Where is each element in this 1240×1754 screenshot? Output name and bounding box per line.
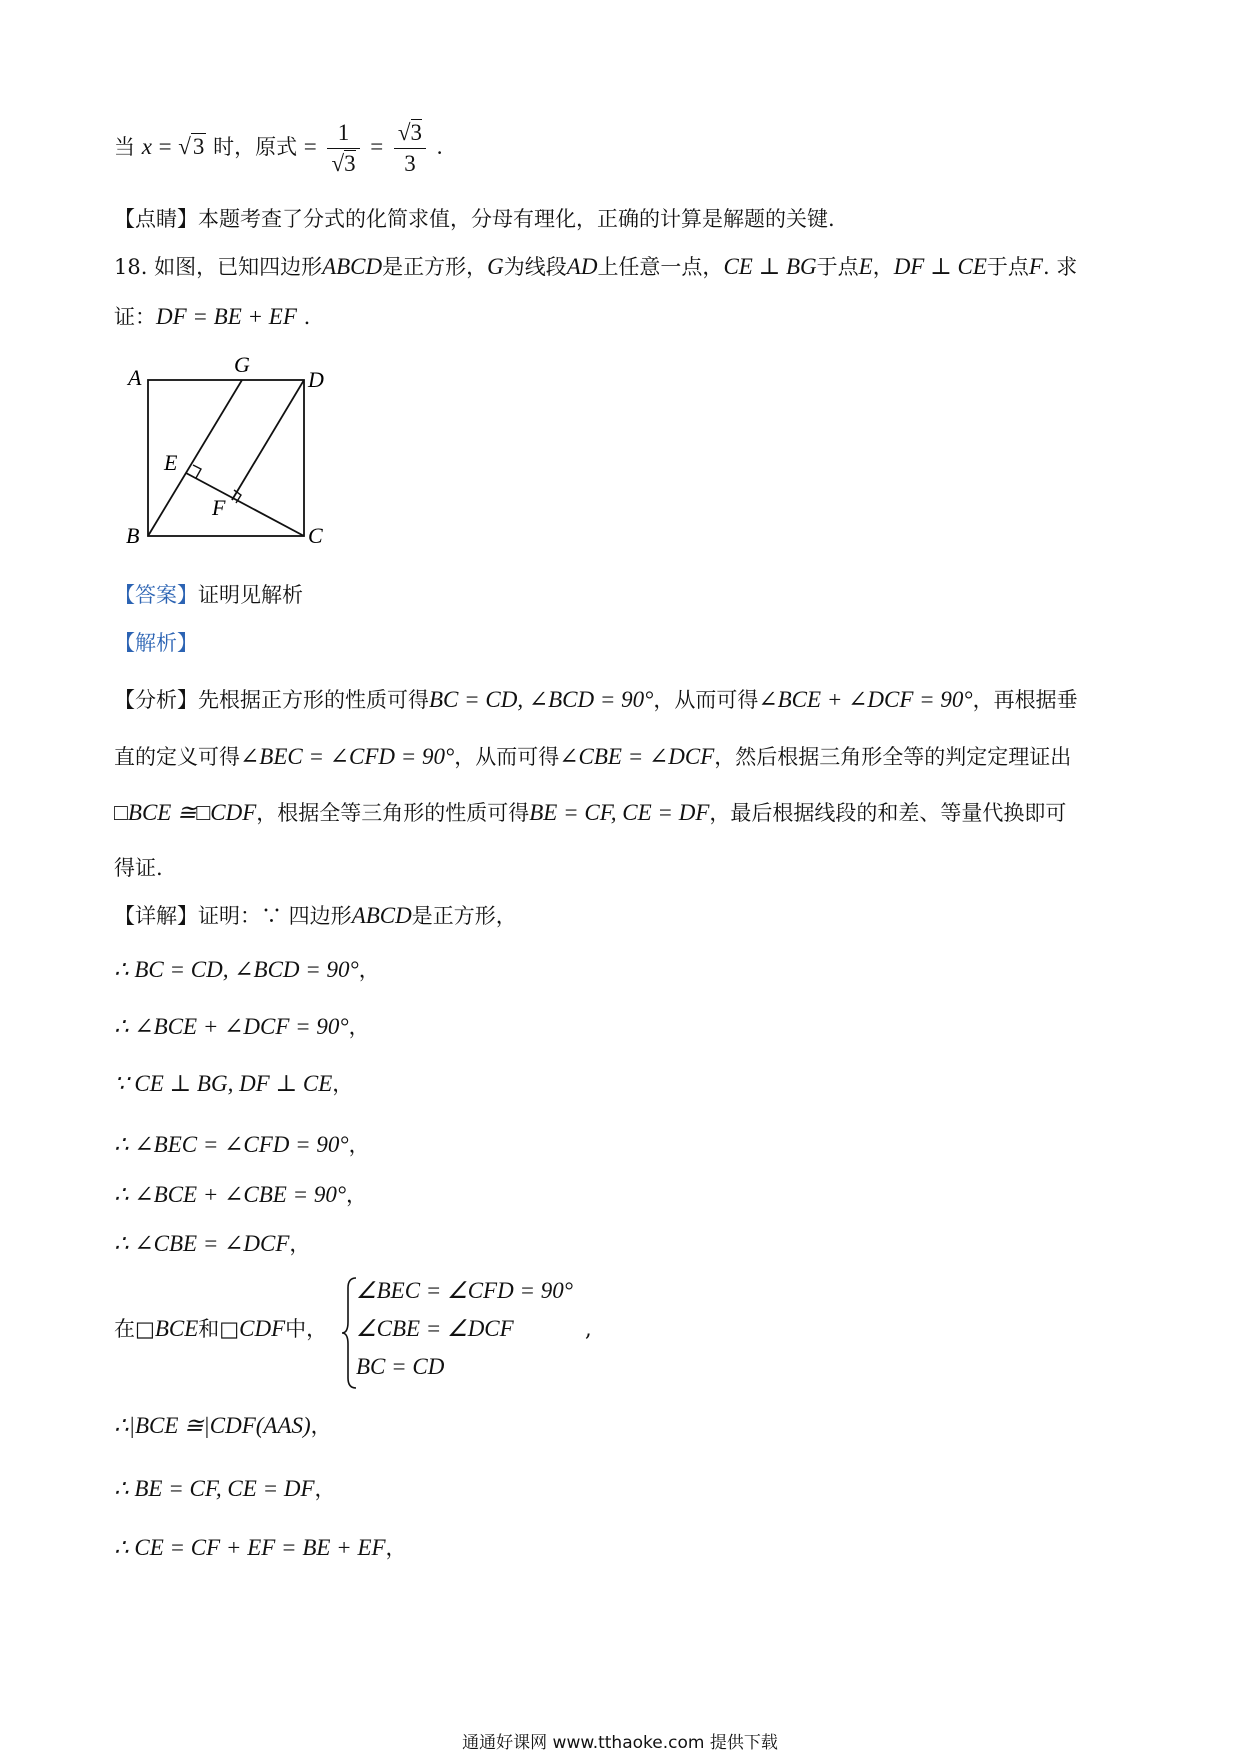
proof-line-2: ∴ BC = CD, ∠BCD = 90°， <box>114 957 380 982</box>
proof-line-10: ∴ BE = CF, CE = DF， <box>114 1476 336 1501</box>
proof-line-5: ∴ ∠BEC = ∠CFD = 90°， <box>114 1132 370 1157</box>
proof-line-6: ∴ ∠BCE + ∠CBE = 90°， <box>114 1182 368 1207</box>
var-x: x <box>141 134 152 159</box>
proof-line-7: ∴ ∠CBE = ∠DCF， <box>114 1231 311 1256</box>
equals-1: = <box>158 134 172 159</box>
label-A: A <box>128 365 142 390</box>
label-G: G <box>234 352 250 377</box>
fenxi-line-4: 得证. <box>114 856 163 880</box>
question-18-line-2: 证：DF = BE + EF . <box>114 304 311 329</box>
proof-line-4: ∵ CE ⊥ BG, DF ⊥ CE， <box>114 1071 354 1096</box>
text-dang: 当 <box>114 135 135 159</box>
fraction-sqrt3-over-3: $\frac{√3}{3}$ <box>394 118 426 179</box>
fraction-1-over-sqrt3: $\frac{1}{√3}$ <box>327 118 359 179</box>
label-B: B <box>126 523 140 545</box>
equals-3: = <box>370 134 384 159</box>
question-18-line-1: 18. 如图，已知四边形ABCD是正方形，G为线段AD上任意一点，CE ⊥ BG于点E，DF ⊥ CE于点F. 求 <box>114 254 1078 279</box>
condition-system-comma: , <box>585 1317 592 1341</box>
label-E: E <box>164 450 178 475</box>
dianjing-paragraph: 【点睛】本题考查了分式的化简求值，分母有理化，正确的计算是解题的关键. <box>114 207 835 231</box>
page-footer: 通通好课网 www.tthaoke.com 提供下载 <box>462 1733 778 1753</box>
answer-line <box>114 580 303 610</box>
condition-system <box>356 1272 573 1386</box>
proof-line-3: ∴ ∠BCE + ∠DCF = 90°， <box>114 1014 370 1039</box>
proof-line-8: 在□BCE和□CDF中， <box>114 1316 328 1341</box>
formula-line <box>114 112 442 182</box>
condition-2: ∠CBE = ∠DCF <box>356 1316 514 1341</box>
answer-tag: 【答案】 <box>114 583 198 607</box>
proof-line-1: 【详解】证明：∵ 四边形ABCD是正方形， <box>114 903 517 928</box>
proof-line-11: ∴ CE = CF + EF = BE + EF， <box>114 1535 407 1560</box>
label-D: D <box>308 367 324 392</box>
label-F: F <box>212 495 226 520</box>
jiexi-tag: 【解析】 <box>114 631 198 655</box>
answer-text: 证明见解析 <box>198 583 303 607</box>
text-shi: 时，原式 <box>213 135 298 159</box>
fenxi-line-2: 直的定义可得∠BEC = ∠CFD = 90°，从而可得∠CBE = ∠DCF，然后根据三角形全等的判定定理证出 <box>114 744 1072 769</box>
square-geometry-figure <box>116 345 336 545</box>
proof-line-9: ∴|BCE ≅|CDF(AAS)， <box>114 1413 332 1438</box>
equals-2: = <box>303 134 317 159</box>
sqrt-3: √3 <box>178 134 205 159</box>
period: . <box>436 134 443 159</box>
label-C: C <box>308 523 323 545</box>
fenxi-line-3: □BCE ≅□CDF，根据全等三角形的性质可得BE = CF, CE = DF，最后根据线段的和差、等量代换即可 <box>114 800 1067 825</box>
condition-3: BC = CD <box>356 1354 445 1379</box>
fenxi-line-1: 【分析】先根据正方形的性质可得BC = CD, ∠BCD = 90°，从而可得∠BCE + ∠DCF = 90°，再根据垂 <box>114 687 1078 712</box>
condition-1: ∠BEC = ∠CFD = 90° <box>356 1278 573 1303</box>
